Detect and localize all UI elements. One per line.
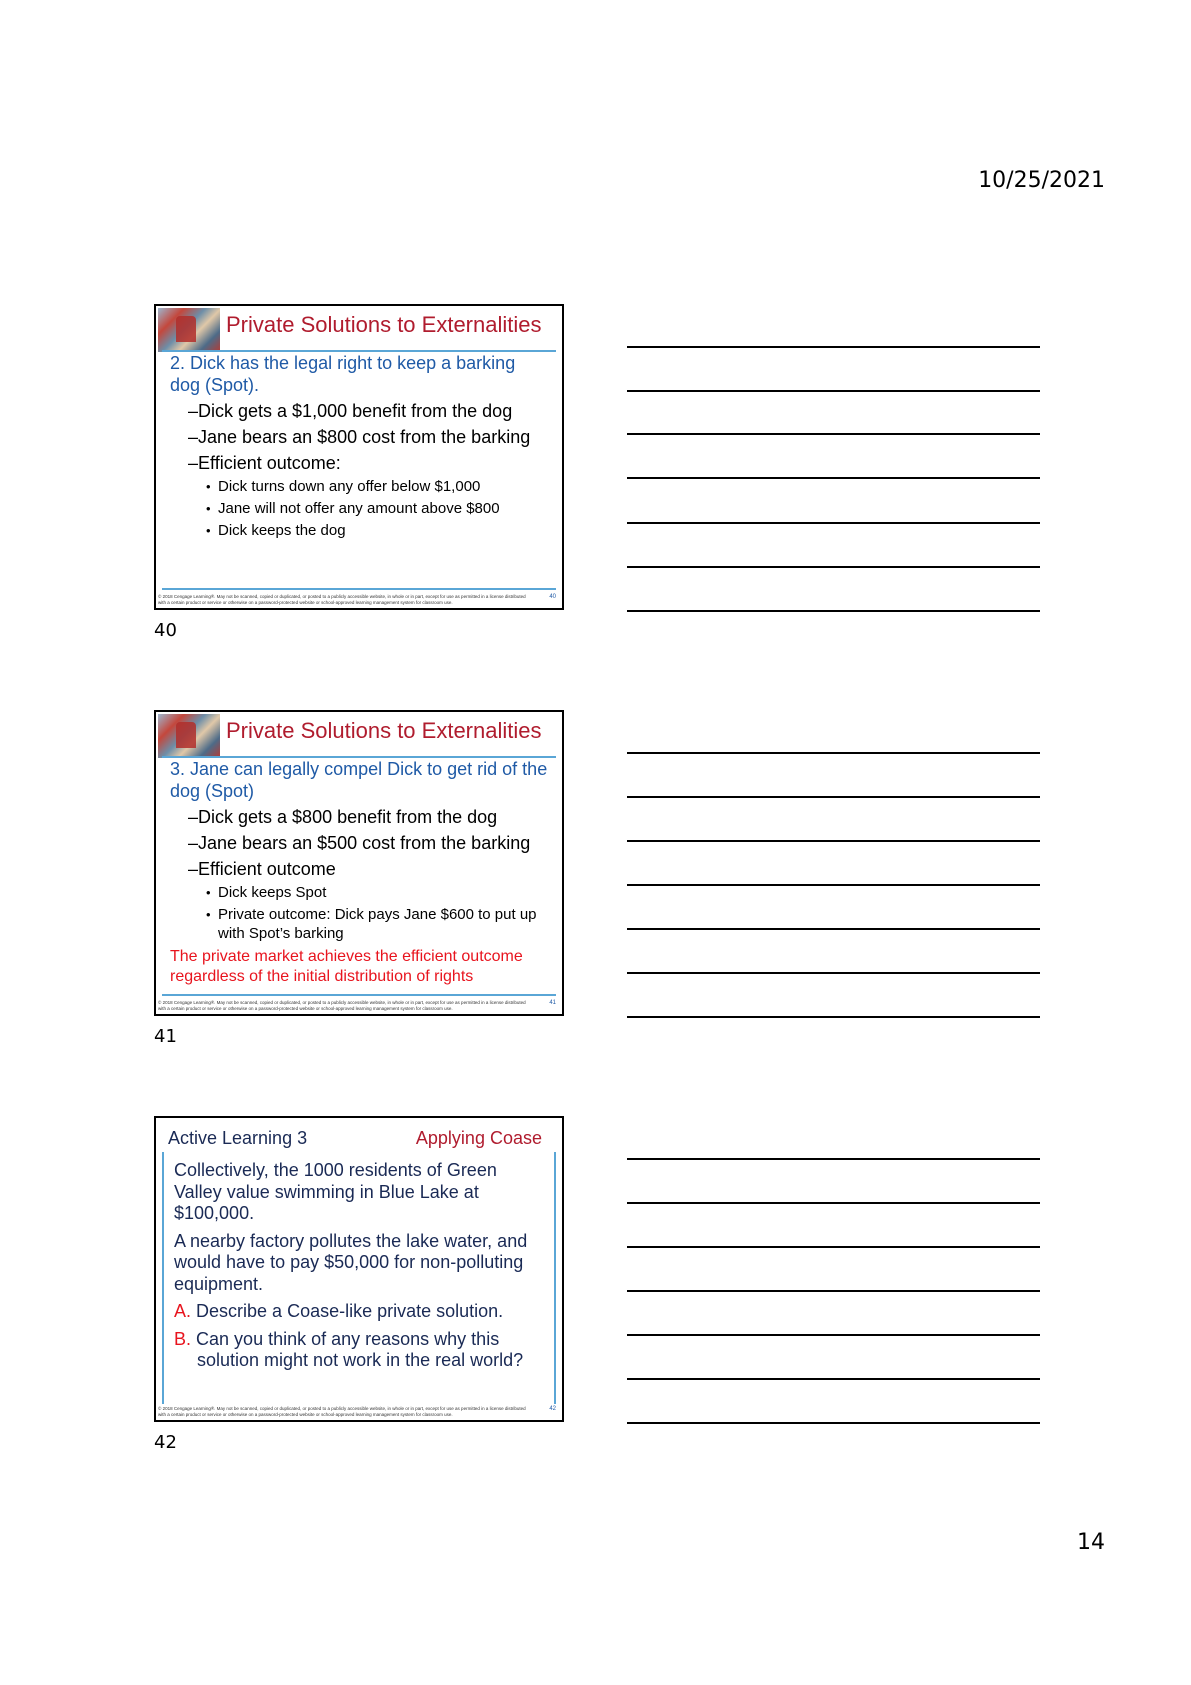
note-line [627,1158,1040,1160]
slide-body [170,352,550,540]
note-line [627,928,1040,930]
point: – Efficient outcome: [170,452,550,474]
option-letter: B. [174,1328,192,1349]
slide-40 [154,304,564,610]
slide-header-image [158,308,220,352]
slide-41 [154,710,564,1016]
point: – Efficient outcome [170,858,550,880]
copyright-footer: © 2018 Cengage Learning®. May not be scanned, copied or duplicated, or posted to a publicly accessible website, in whole or in part, except for use as permitted in a license distributed with a certain product or service or otherwise on a password-protected website or school-approved learning management system for classroom use. [158,1000,526,1011]
note-line [627,1422,1040,1424]
point: – Dick gets a $800 benefit from the dog [170,806,550,828]
slide-label: 41 [154,1026,177,1047]
note-line [627,884,1040,886]
note-line [627,1016,1040,1018]
note-line [627,840,1040,842]
sub-bullet: • Dick keeps the dog [170,521,550,540]
note-line [627,433,1040,435]
note-line [627,1334,1040,1336]
note-line [627,1202,1040,1204]
slide-body [170,758,550,987]
point: – Jane bears an $500 cost from the barking [170,832,550,854]
slide-header-image [158,714,220,758]
page-number: 14 [1077,1530,1105,1555]
note-line [627,390,1040,392]
note-line [627,346,1040,348]
paragraph: Collectively, the 1000 residents of Green Valley value swimming in Blue Lake at $100,000. [174,1160,497,1223]
option-a [174,1301,540,1323]
slide-title: Private Solutions to Externalities [226,312,542,337]
note-line [627,566,1040,568]
sub-bullet: • Private outcome: Dick pays Jane $600 to put up with Spot’s barking [170,905,550,943]
slide-subtitle: Applying Coase [415,1128,542,1148]
note-line [627,796,1040,798]
frame-bottom-line [162,994,556,996]
note-line [627,1378,1040,1380]
note-line [627,972,1040,974]
note-line [627,610,1040,612]
slide-label: 42 [154,1432,177,1453]
sub-bullet: • Jane will not offer any amount above $800 [170,499,550,518]
slide-title: Active Learning 3 [168,1128,308,1148]
slide-conclusion: The private market achieves the efficient outcome regardless of the initial distribution of rights [170,948,523,985]
slide-title: Private Solutions to Externalities [226,718,542,743]
option-text: Describe a Coase-like private solution. [196,1301,504,1321]
note-line [627,522,1040,524]
page-date: 10/25/2021 [978,168,1105,193]
note-line [627,752,1040,754]
sub-bullet: • Dick keeps Spot [170,883,550,902]
copyright-footer: © 2018 Cengage Learning®. May not be scanned, copied or duplicated, or posted to a publicly accessible website, in whole or in part, except for use as permitted in a license distributed with a certain product or service or otherwise on a password-protected website or school-approved learning management system for classroom use. [158,594,526,605]
point: – Dick gets a $1,000 benefit from the dog [170,400,550,422]
slide-number: 41 [549,1000,556,1006]
slide-body [174,1160,540,1378]
option-text: Can you think of any reasons why this solution might not work in the real world? [196,1328,524,1370]
frame-right-line [554,1152,556,1404]
point: – Jane bears an $800 cost from the barking [170,426,550,448]
frame-left-line [162,1152,164,1404]
slide-heading: 3. Jane can legally compel Dick to get rid of the dog (Spot) [170,759,548,801]
option-b [174,1329,540,1372]
note-line [627,1246,1040,1248]
slide-number: 40 [549,594,556,600]
note-line [627,477,1040,479]
slide-number: 42 [549,1406,556,1412]
slide-42 [154,1116,564,1422]
sub-bullet: • Dick turns down any offer below $1,000 [170,477,550,496]
frame-bottom-line [162,588,556,590]
copyright-footer: © 2018 Cengage Learning®. May not be scanned, copied or duplicated, or posted to a publicly accessible website, in whole or in part, except for use as permitted in a license distributed with a certain product or service or otherwise on a password-protected website or school-approved learning management system for classroom use. [158,1406,526,1417]
slide-heading: 2. Dick has the legal right to keep a barking dog (Spot). [170,353,516,395]
paragraph: A nearby factory pollutes the lake water, and would have to pay $50,000 for non-polluting equipment. [174,1230,528,1294]
option-letter: A. [174,1301,192,1321]
slide-label: 40 [154,620,177,641]
note-line [627,1290,1040,1292]
